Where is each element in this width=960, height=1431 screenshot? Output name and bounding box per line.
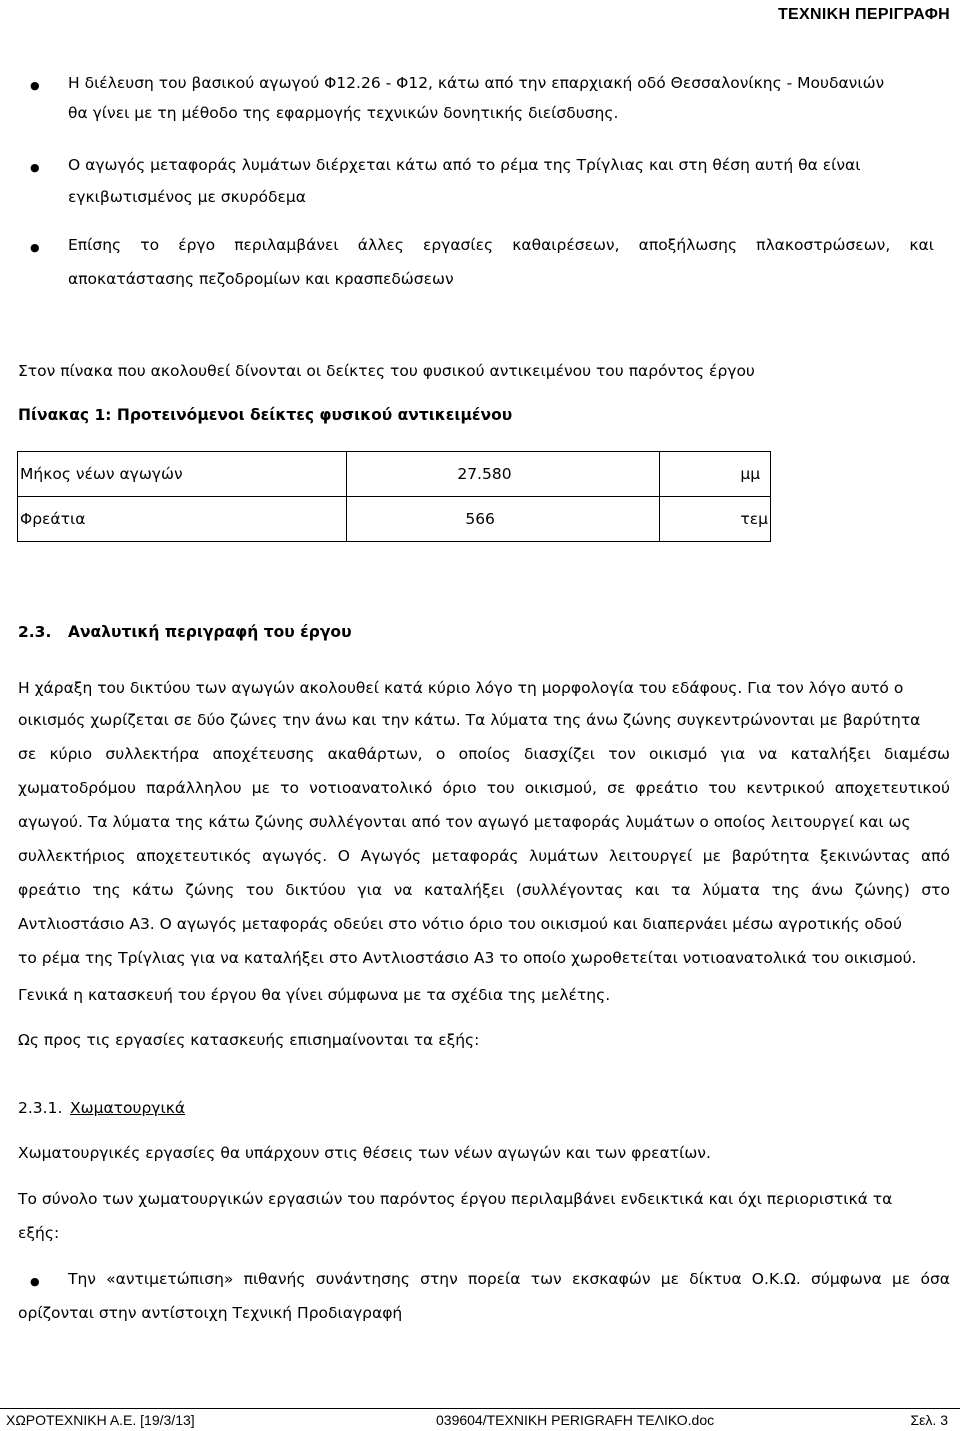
bullet-text: Η διέλευση του βασικού αγωγού Φ12.26 - Φ12, κάτω από την επαρχιακή οδό Θεσσαλονίκης - Μουδανιών (68, 74, 885, 92)
works-paragraph: Ως προς τις εργασίες κατασκευής επισημαίνονται τα εξής: (18, 1031, 480, 1049)
footer-divider (0, 1408, 960, 1409)
table-cell-name: Μήκος νέων αγωγών (18, 452, 347, 497)
body-line: το ρέμα της Τρίγλιας για να καταλήξει στο Αντλιοστάσιο Α3 το οποίο χωροθετείται νοτιοανατολικά του οικισμού. (18, 949, 917, 967)
body-line: φρεάτιο της κάτω ζώνης του δικτύου για να καταλήξει (συλλέγοντας και τα λύματα της άνω ζώνης) στο (18, 881, 950, 899)
bullet-icon: ● (30, 161, 40, 174)
table-row (18, 452, 771, 497)
footer-filename: 039604/TEXNIKH PERIGRAFH ΤΕΛΙΚΟ.doc (436, 1412, 715, 1428)
earth-paragraph: Χωματουργικές εργασίες θα υπάρχουν στις θέσεις των νέων αγωγών και των φρεατίων. (18, 1144, 711, 1162)
table-row (18, 497, 771, 542)
footer-page-number: Σελ. 3 (910, 1412, 948, 1428)
table-cell-name: Φρεάτια (18, 497, 347, 542)
table-title: Πίνακας 1: Προτεινόμενοι δείκτες φυσικού αντικειμένου (18, 406, 513, 424)
subsection-number: 2.3.1. (18, 1099, 63, 1117)
subsection-title: Χωματουργικά (70, 1099, 186, 1117)
body-line: Η χάραξη του δικτύου των αγωγών ακολουθεί κατά κύριο λόγο τη μορφολογία του εδάφους. Για τον λόγο αυτό ο (18, 679, 904, 697)
bullet-icon: ● (30, 79, 40, 92)
body-line: συλλεκτήριος αποχετευτικός αγωγός. Ο Αγωγός μεταφοράς λυμάτων λειτουργεί με βαρύτητα ξεκινώντας από (18, 847, 950, 865)
bullet-text: αποκατάστασης πεζοδρομίων και κρασπεδώσεων (68, 270, 454, 288)
body-line: χωματοδρόμου παράλληλου με το νοτιοανατολικό όριο του οικισμού, σε φρεάτιο του κεντρικού αποχετευτικού (18, 779, 950, 797)
bullet-text: Επίσης το έργο περιλαμβάνει άλλες εργασίες καθαιρέσεων, αποξήλωσης πλακοστρώσεων, και (68, 236, 934, 254)
bullet-icon: ● (30, 241, 40, 254)
section-title: Αναλυτική περιγραφή του έργου (68, 623, 352, 641)
body-line: σε κύριο συλλεκτήρα αποχέτευσης ακαθάρτων, ο οποίος διασχίζει τον οικισμό για να καταλήξει διαμέσω (18, 745, 950, 763)
footer-company: ΧΩΡΟΤΕΧΝΙΚΗ Α.Ε. [19/3/13] (6, 1412, 195, 1428)
bullet-text: Την «αντιμετώπιση» πιθανής συνάντησης στην πορεία των εκσκαφών με δίκτυα Ο.Κ.Ω. σύμφωνα με όσα (68, 1270, 950, 1288)
body-line: αγωγού. Τα λύματα της κάτω ζώνης συλλέγονται από τον αγωγό μεταφοράς λυμάτων ο οποίος λειτουργεί και ως (18, 813, 911, 831)
bullet-icon: ● (30, 1275, 40, 1288)
intro-paragraph: Στον πίνακα που ακολουθεί δίνονται οι δείκτες του φυσικού αντικειμένου του παρόντος έργου (18, 362, 755, 380)
table-cell-value: 27.580 (347, 452, 660, 497)
total-paragraph: εξής: (18, 1224, 60, 1242)
indicators-table (17, 451, 771, 542)
general-paragraph: Γενικά η κατασκευή του έργου θα γίνει σύμφωνα με τα σχέδια της μελέτης. (18, 986, 611, 1004)
bullet-text: εγκιβωτισμένος με σκυρόδεμα (68, 188, 306, 206)
bullet-text: ορίζονται στην αντίστοιχη Τεχνική Προδιαγραφή (18, 1304, 403, 1322)
table-cell-unit: τεμ (660, 497, 771, 542)
table-cell-unit: μμ (660, 452, 771, 497)
table-cell-value: 566 (347, 497, 660, 542)
bullet-text: θα γίνει με τη μέθοδο της εφαρμογής τεχνικών δονητικής διείσδυσης. (68, 104, 619, 122)
bullet-text: Ο αγωγός μεταφοράς λυμάτων διέρχεται κάτω από το ρέμα της Τρίγλιας και στη θέση αυτή θα είναι (68, 156, 861, 174)
body-line: οικισμός χωρίζεται σε δύο ζώνες την άνω και την κάτω. Τα λύματα της άνω ζώνης συγκεντρώνονται με βαρύτητα (18, 711, 921, 729)
total-paragraph: Το σύνολο των χωματουργικών εργασιών του παρόντος έργου περιλαμβάνει ενδεικτικά και όχι περιοριστικά τα (18, 1190, 893, 1208)
body-line: Αντλιοστάσιο Α3. Ο αγωγός μεταφοράς οδεύει στο νότιο όριο του οικισμού και διαπερνάει μέσω αγροτικής οδού (18, 915, 902, 933)
section-number: 2.3. (18, 623, 52, 641)
page-header-title: ΤΕΧΝΙΚΗ ΠΕΡΙΓΡΑΦΗ (777, 6, 950, 23)
